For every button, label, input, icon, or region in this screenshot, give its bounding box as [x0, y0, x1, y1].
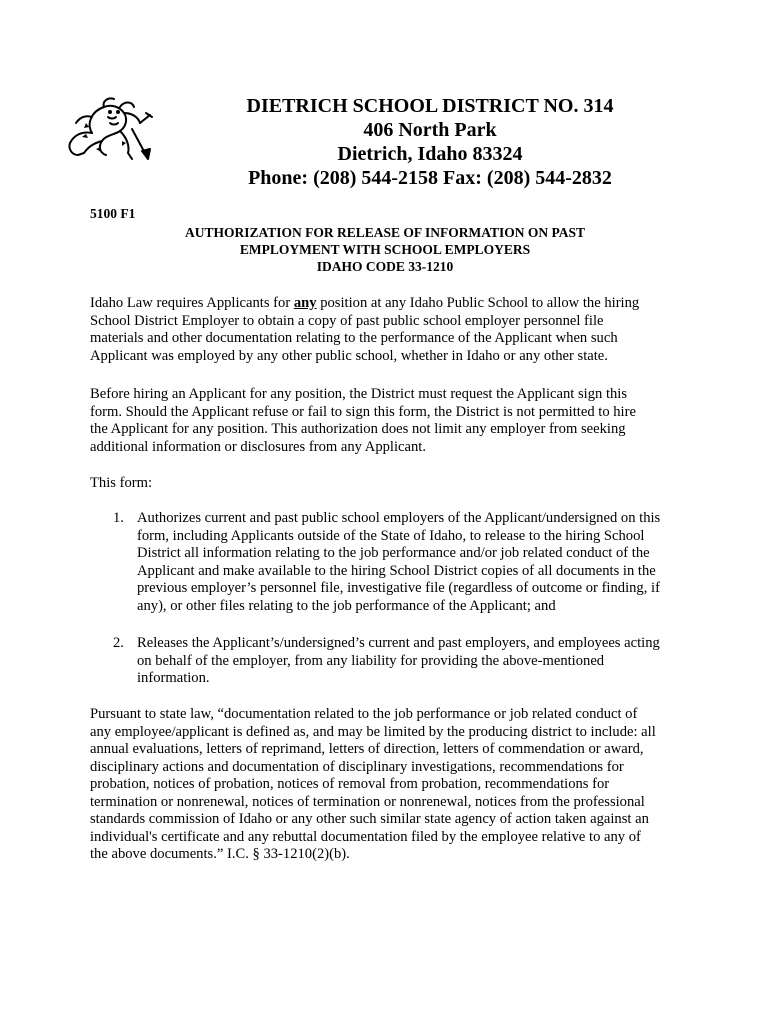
district-street: 406 North Park [363, 119, 497, 141]
list-item-text [137, 510, 660, 615]
form-title-line: IDAHO CODE 33-1210 [316, 259, 454, 274]
district-city: Dietrich, Idaho 83324 [337, 143, 523, 165]
text-line: School District Employer to obtain a copy of past public school employer personnel file [90, 312, 604, 329]
text-line: form. Should the Applicant refuse or fail to sign this form, the District is not permitted to hire [90, 403, 636, 420]
this-form-label: This form: [90, 475, 153, 491]
text-line: form, including Applicants outside of the State of Idaho, to release to the hiring School [137, 527, 645, 544]
form-code: 5100 F1 [90, 206, 136, 221]
hiring-paragraph [90, 386, 688, 456]
text-line: probation, notices of probation, notices of removal from probation, recommendations for [90, 776, 610, 792]
text-line: on behalf of the employer, from any liability for providing the above-mentioned [137, 652, 605, 669]
district-phone-fax: Phone: (208) 544-2158 Fax: (208) 544-2832 [248, 167, 612, 189]
text-line: any employee/applicant is defined as, and may be limited by the producing district to include: all [90, 723, 656, 740]
form-title-line: AUTHORIZATION FOR RELEASE OF INFORMATION ON PAST [184, 225, 586, 240]
text-line: previous employer’s personnel file, investigative file (regardless of outcome or finding, if [137, 580, 660, 596]
text-line: the above documents.” I.C. § 33-1210(2)(b). [90, 846, 350, 862]
list-item-text [137, 635, 660, 688]
text-line: disciplinary actions and documentation of disciplinary investigations, recommendations for [90, 758, 624, 775]
text-line: Applicant was employed by any other public school, whether in Idaho or any other state. [90, 347, 608, 364]
text-line: Pursuant to state law, “documentation related to the job performance or job related conduct of [90, 706, 638, 722]
pursuant-paragraph [90, 706, 688, 864]
emphasis-any: any [293, 295, 317, 311]
text-line: standards commission of Idaho or any other such similar state agency of action taken against an [90, 811, 649, 827]
list-number: 1. [113, 510, 124, 526]
text-line: Before hiring an Applicant for any position, the District must request the Applicant sign this [90, 386, 628, 402]
text-line: Authorizes current and past public school employers of the Applicant/undersigned on this [137, 510, 661, 526]
text-line: individual's certificate and any rebuttal documentation filed by the employee relative to any of [90, 828, 641, 845]
text-line: Releases the Applicant’s/undersigned’s current and past employers, and employees acting [137, 635, 660, 651]
text-line: any), or other files relating to the job performance of the Applicant; and [137, 597, 556, 614]
text-line: information. [137, 670, 210, 686]
mascot-logo-icon [62, 93, 158, 165]
letterhead [220, 94, 640, 190]
district-name: DIETRICH SCHOOL DISTRICT NO. 314 [246, 95, 614, 117]
form-title-line: EMPLOYMENT WITH SCHOOL EMPLOYERS [239, 242, 531, 257]
text-line: the Applicant for any position. This authorization does not limit any employer from seeking [90, 421, 626, 437]
text-line: additional information or disclosures from any Applicant. [90, 438, 426, 455]
text-line: Applicant and make available to the hiring School District copies of all documents in the [137, 562, 656, 579]
text-line: annual evaluations, letters of reprimand, letters of direction, letters of commendation or award, [90, 741, 644, 757]
form-title [140, 224, 630, 275]
text-line: District all information relating to the job performance and/or job related conduct of the [137, 545, 650, 561]
list-number: 2. [113, 635, 124, 651]
text-line: termination or nonrenewal, notices of termination or nonrenewal, notices from the professional [90, 793, 645, 810]
intro-paragraph [90, 295, 688, 365]
text-line: Idaho Law requires Applicants for any position at any Idaho Public School to allow the hiring [90, 295, 640, 311]
text-line: materials and other documentation relating to the performance of the Applicant when such [90, 330, 618, 346]
